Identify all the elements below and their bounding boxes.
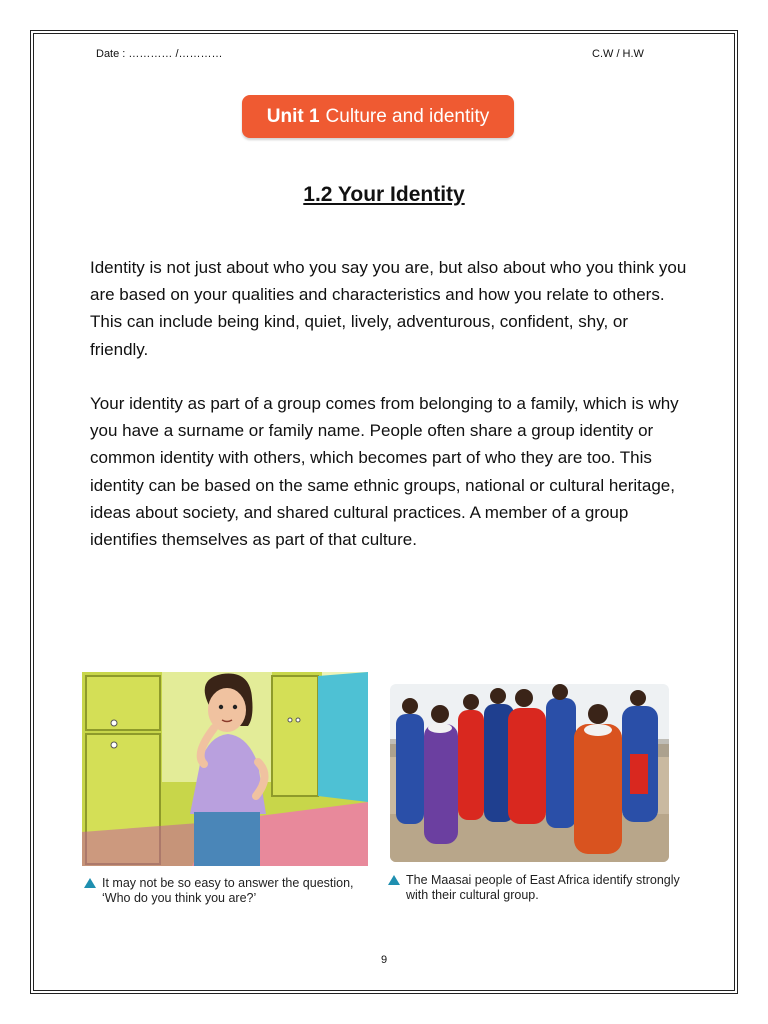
paragraph-personal-identity: Identity is not just about who you say you are, but also about who you think you are based on your qualities and characteristics and how you relate to others. This can include being kind, quiet, lively, adventurous, confident, shy, or friendly.: [90, 258, 687, 359]
unit-badge: [242, 95, 514, 138]
page-number: 9: [380, 954, 388, 966]
maasai-people-photo: [390, 684, 669, 862]
figure-caption-girl: [84, 876, 372, 906]
figure-caption-maasai: [388, 873, 696, 903]
section-heading: 1.2 Your Identity: [303, 183, 465, 206]
date-label: Date : ………… /…………: [96, 48, 223, 60]
caption-triangle-icon: [84, 878, 96, 888]
unit-title: Culture and identity: [325, 105, 490, 127]
caption-text: The Maasai people of East Africa identify strongly with their cultural group.: [406, 873, 680, 902]
cw-hw-label: C.W / H.W: [592, 48, 644, 60]
paragraph-group-identity: Your identity as part of a group comes from belonging to a family, which is why you have a surname or family name. People often share a group identity or common identity with others, which becomes part of who they are too. This identity can be based on the same ethnic groups, national or cultural heritage, ideas about society, and shared cultural practices. A member of a group identifies themselves as part of that culture.: [90, 394, 679, 550]
girl-thinking-illustration: [82, 672, 368, 866]
unit-number: Unit 1: [266, 105, 320, 127]
caption-triangle-icon: [388, 875, 400, 885]
caption-text: It may not be so easy to answer the question, ‘Who do you think you are?’: [102, 876, 354, 905]
